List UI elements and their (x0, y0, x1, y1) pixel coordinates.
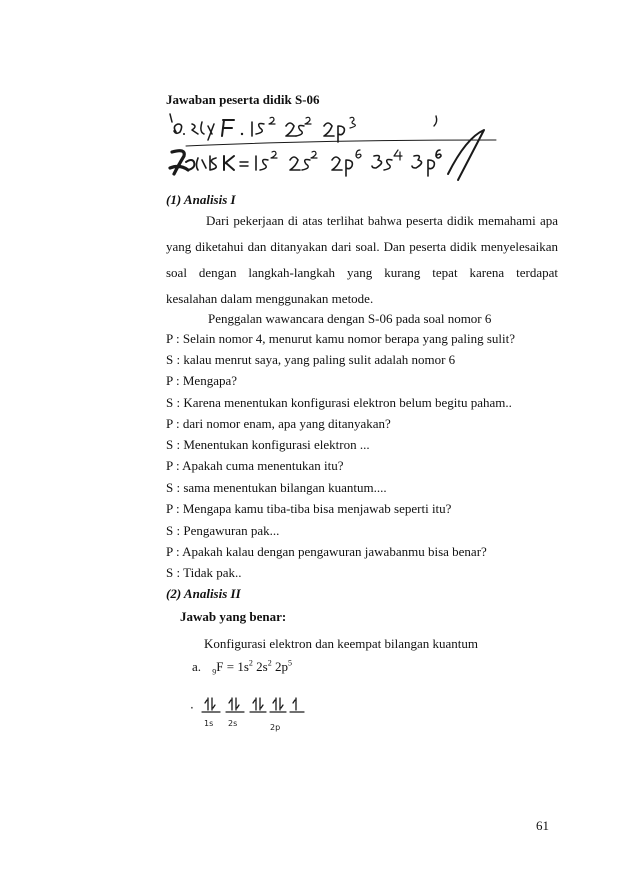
orbital-label-1s: 1s (204, 719, 214, 728)
formula-text: 2p (271, 659, 288, 674)
section-title-analisis-1: (1) Analisis I (166, 192, 236, 207)
handwritten-answer-image (166, 108, 506, 178)
dialogue-line: S : Karena menentukan konfigurasi elektron belum begitu paham.. (166, 395, 512, 410)
formula-line (192, 659, 292, 675)
dialogue-line: S : kalau menrut saya, yang paling sulit adalah nomor 6 (166, 352, 456, 367)
paragraph-line: Dari pekerjaan di atas terlihat bahwa peserta didik memahami apa (206, 213, 558, 228)
dialogue-line: S : Menentukan konfigurasi elektron ... (166, 437, 370, 452)
diagram-bullet: · (190, 701, 194, 715)
dialogue-line: P : Mengapa kamu tiba-tiba bisa menjawab seperti itu? (166, 501, 452, 516)
exponent: 5 (287, 658, 292, 668)
dialogue-line: P : Apakah kalau dengan pengawuran jawabanmu bisa benar? (166, 544, 487, 559)
formula-text: 2s (252, 659, 268, 674)
orbital-label-2p: 2p (270, 723, 281, 732)
section-heading: Jawaban peserta didik S-06 (166, 92, 320, 107)
exponent: 2 (248, 658, 253, 668)
dialogue-line: P : dari nomor enam, apa yang ditanyakan? (166, 416, 391, 431)
dialogue-line: S : Tidak pak.. (166, 565, 242, 580)
correct-answer-subtitle: Jawab yang benar: (180, 609, 287, 624)
paragraph-line: yang diketahui dan ditanyakan dari soal. Dan peserta didik menyelesaikan (166, 239, 558, 254)
konfigurasi-title: Konfigurasi elektron dan keempat bilangan kuantum (204, 636, 479, 651)
section-title-analisis-2: (2) Analisis II (166, 586, 241, 601)
orbital-diagram-image (190, 692, 320, 738)
paragraph-line: soal dengan langkah-langkah yang kurang tepat karena terdapat (166, 265, 558, 280)
exponent: 2 (267, 658, 272, 668)
item-label: a. (192, 659, 202, 674)
paragraph-line: kesalahan dalam menggunakan metode. (166, 291, 374, 306)
dialogue-line: S : Pengawuran pak... (166, 523, 280, 538)
formula-text: F = 1s (216, 659, 249, 674)
dialogue-line: S : sama menentukan bilangan kuantum.... (166, 480, 387, 495)
orbital-label-2s: 2s (228, 719, 238, 728)
interview-intro: Penggalan wawancara dengan S-06 pada soal nomor 6 (208, 311, 492, 326)
dialogue-line: P : Selain nomor 4, menurut kamu nomor berapa yang paling sulit? (166, 331, 516, 346)
dialogue-line: P : Mengapa? (166, 373, 237, 388)
page-number: 61 (536, 818, 549, 833)
dialogue-line: P : Apakah cuma menentukan itu? (166, 458, 344, 473)
atomic-number: 9 (212, 667, 217, 677)
